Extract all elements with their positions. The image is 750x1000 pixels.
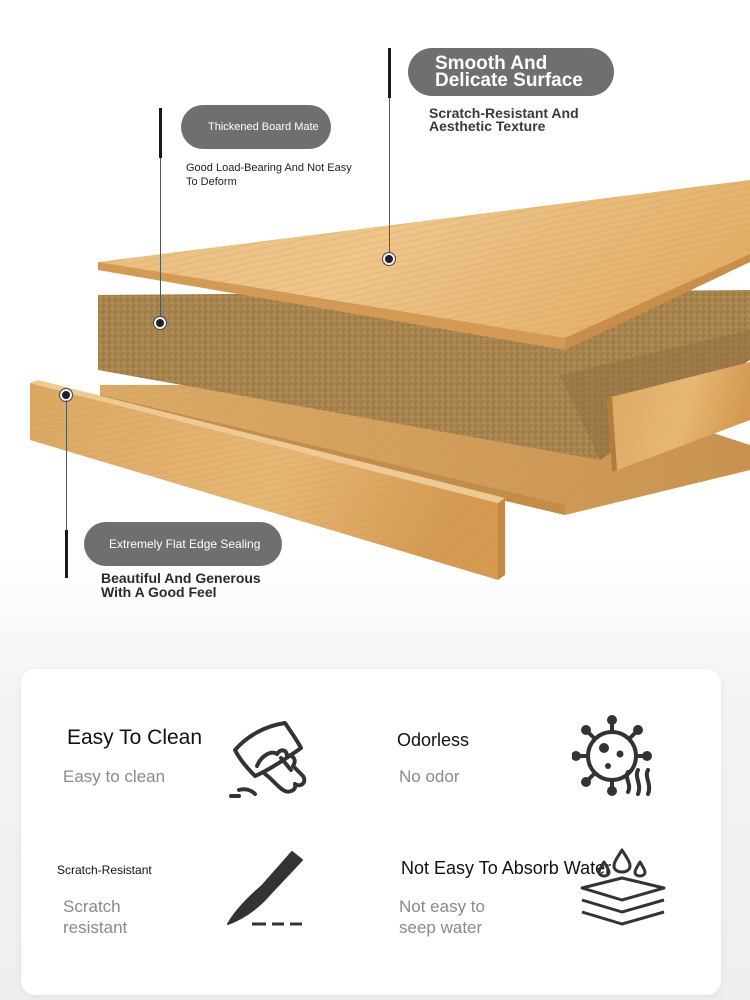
feature-title-scratch-resistant: Scratch-Resistant	[57, 863, 152, 877]
scalpel-icon	[222, 846, 312, 930]
board-leader-line	[160, 158, 161, 318]
board-title-pill	[181, 105, 331, 149]
feature-title-not-easy-to-absorb-water: Not Easy To Absorb Water	[401, 858, 612, 878]
feature-subtitle-scratch-resistant: Scratch resistant	[63, 897, 128, 937]
surface-title: Smooth And Delicate Surface	[435, 53, 583, 91]
surface-leader-line	[389, 98, 390, 256]
surface-marker-line	[388, 48, 391, 98]
surface-dot	[383, 253, 395, 265]
feature-subtitle-easy-to-clean: Easy to clean	[63, 767, 166, 786]
feature-subtitle-not-easy-to-absorb-water: Not easy to seep water	[399, 897, 485, 937]
edge-marker-line	[65, 530, 68, 578]
feature-title-easy-to-clean: Easy To Clean	[67, 726, 203, 749]
water-drops-layers-icon	[576, 846, 670, 930]
edge-title-pill	[84, 522, 282, 566]
board-dot	[154, 317, 166, 329]
surface-description: Scratch-Resistant And Aesthetic Texture	[429, 105, 579, 134]
surface-title-pill	[408, 48, 614, 96]
feature-title-odorless: Odorless	[397, 730, 470, 750]
board-description: Good Load-Bearing And Not Easy To Deform	[186, 162, 352, 188]
board-title: Thickened Board Mate	[208, 121, 319, 133]
feature-subtitle-odorless: No odor	[399, 767, 460, 786]
edge-leader-line	[66, 400, 67, 530]
edge-title: Extremely Flat Edge Sealing	[109, 537, 261, 551]
hand-wiping-cloth-icon	[225, 718, 320, 803]
germ-odor-icon	[572, 714, 664, 806]
board-marker-line	[159, 108, 162, 158]
edge-description: Beautiful And Generous With A Good Feel	[101, 570, 261, 600]
